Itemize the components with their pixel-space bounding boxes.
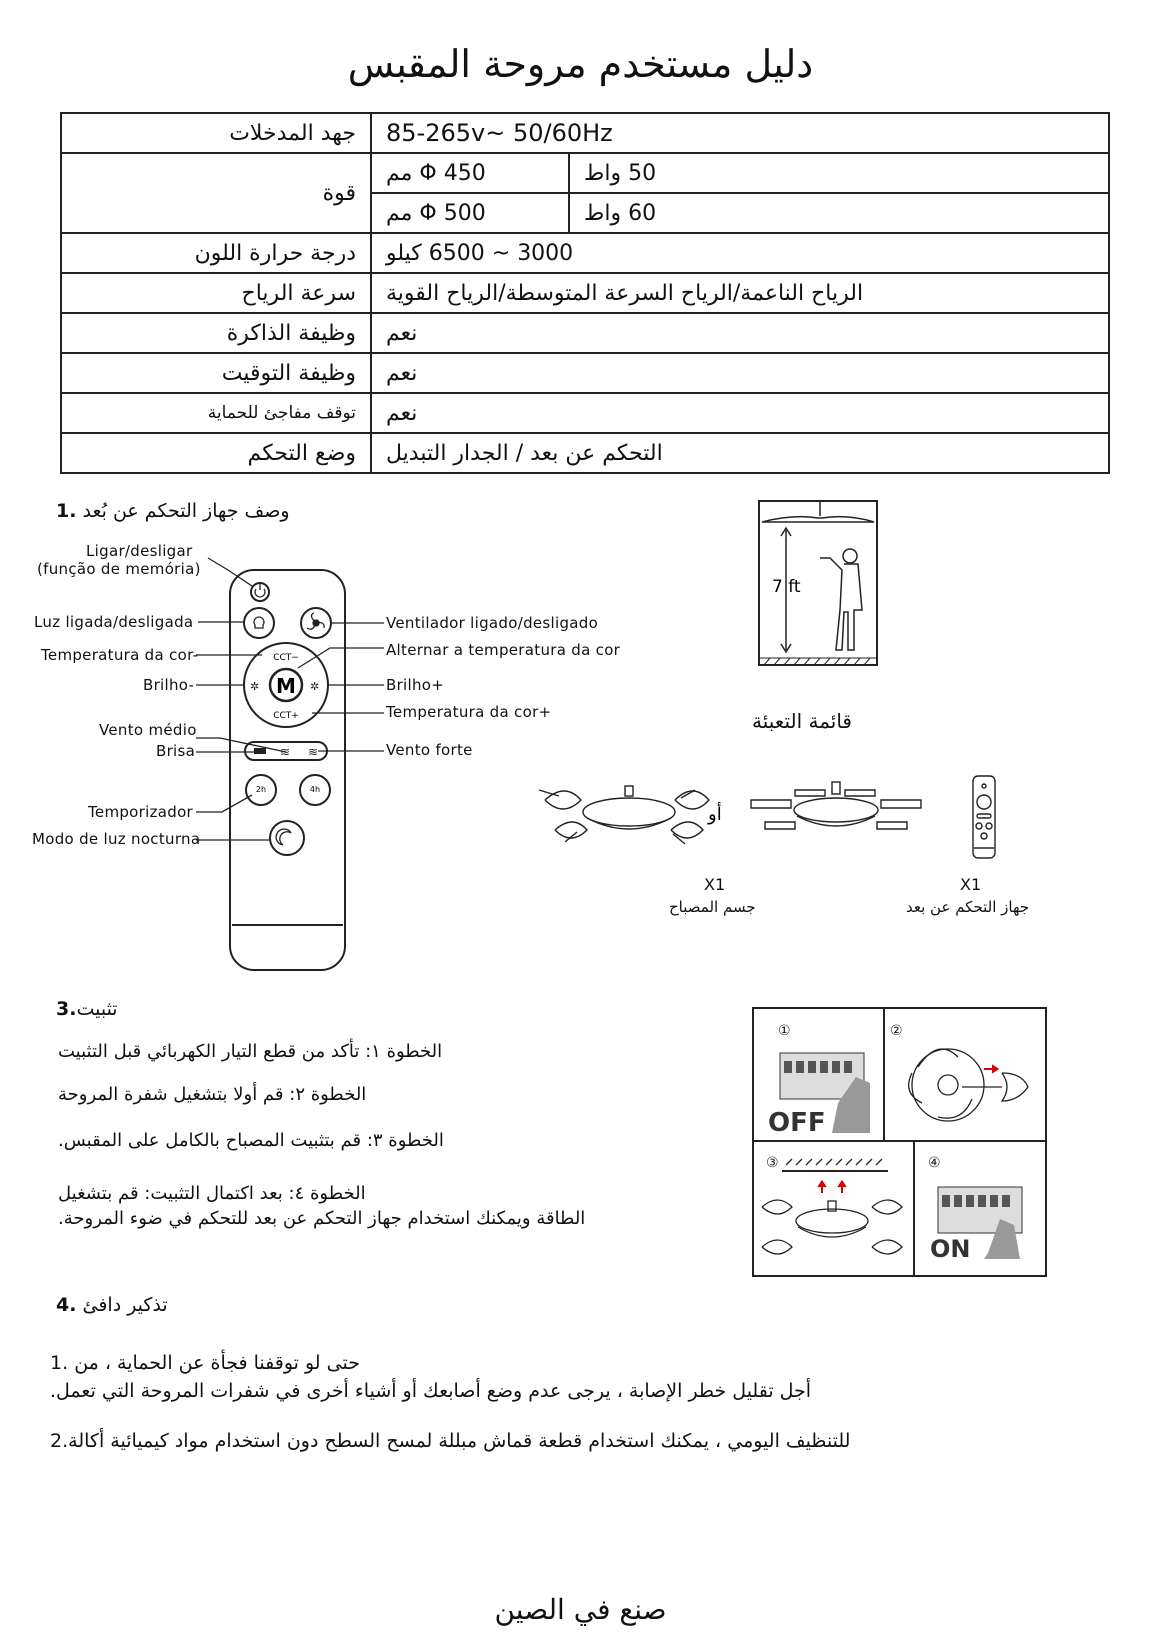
height-text: 7 ft	[772, 577, 801, 597]
memory-value: نعم	[371, 313, 1109, 353]
cct-toggle-label: Alternar a temperatura da cor	[386, 641, 621, 659]
breeze-icon	[254, 748, 266, 754]
fan-label: Ventilador ligado/desligado	[386, 614, 599, 632]
warning-1-number: 1.	[50, 1352, 69, 1374]
protection-value: نعم	[371, 393, 1109, 433]
table-row	[61, 233, 1109, 273]
light-button	[244, 608, 274, 638]
color-temp-label: درجة حرارة اللون	[61, 233, 371, 273]
color-temp-value: 3000 ~ 6500 كيلو	[371, 233, 1109, 273]
lamp-body-image-alt	[751, 782, 921, 829]
packing-list-title: قائمة التعبئة	[752, 709, 852, 733]
control-value: التحكم عن بعد / الجدار التبديل	[371, 433, 1109, 473]
cct-plus-label: Temperatura da cor+	[386, 703, 552, 721]
section-number: 3.	[56, 998, 77, 1020]
power-icon	[255, 584, 265, 597]
warning-2-number: 2.	[50, 1430, 69, 1452]
table-row	[61, 313, 1109, 353]
section-title: تذكير دافئ	[82, 1294, 168, 1316]
wind-speed-label: سرعة الرياح	[61, 273, 371, 313]
breaker-on-image	[930, 1187, 1022, 1263]
table-row	[61, 153, 1109, 193]
memory-label: وظيفة الذاكرة	[61, 313, 371, 353]
medium-wind-label: Vento médio	[99, 721, 197, 739]
power-label: قوة	[61, 153, 371, 233]
installation-height-illustration	[758, 500, 880, 668]
section-number: 4.	[56, 1294, 77, 1316]
medium-wind-icon: ≋	[280, 745, 291, 759]
section-3-heading	[56, 998, 118, 1020]
cct-minus-text: CCT−	[273, 653, 299, 663]
power-watt: 50 واط	[569, 153, 1109, 193]
timer-label: Temporizador	[88, 803, 194, 821]
spec-table	[60, 112, 1110, 474]
leader-line	[196, 795, 252, 812]
table-row	[61, 273, 1109, 313]
step-number: ②	[890, 1023, 903, 1039]
strong-wind-label: Vento forte	[386, 741, 473, 759]
or-text: أو	[708, 804, 722, 825]
power-size: Φ 500 مم	[371, 193, 569, 233]
input-voltage-label: جهد المدخلات	[61, 113, 371, 153]
step-number: ④	[928, 1155, 941, 1171]
bulb-icon	[254, 617, 264, 628]
night-mode-label: Modo de luz nocturna	[32, 830, 201, 848]
step-number: ③	[766, 1155, 779, 1171]
section-title: وصف جهاز التحكم عن بُعد	[82, 500, 290, 522]
warning-2	[50, 1430, 890, 1452]
section-title: تثبيت	[76, 998, 118, 1020]
lamp-label: جسم المصباح	[669, 898, 756, 916]
install-step-1: الخطوة ١: تأكد من قطع التيار الكهربائي قبل التثبيت	[58, 1041, 443, 1062]
lamp-quantity: X1	[704, 875, 726, 894]
blade-install-image	[909, 1049, 1028, 1121]
power-label-memory: (função de memória)	[37, 560, 201, 578]
made-in-label: صنع في الصين	[494, 1593, 667, 1626]
section-number: 1.	[56, 500, 77, 522]
page-title: دليل مستخدم مروحة المقبس	[347, 42, 814, 86]
off-text: OFF	[768, 1108, 826, 1138]
timer-label: وظيفة التوقيت	[61, 353, 371, 393]
timer-value: نعم	[371, 353, 1109, 393]
install-step-4-line2: الطاقة ويمكنك استخدام جهاز التحكم عن بعد للتحكم في ضوء المروحة.	[58, 1208, 586, 1229]
table-row	[61, 113, 1109, 153]
warning-1-line2: أجل تقليل خطر الإصابة ، يرجى عدم وضع أصابعك أو أشياء أخرى في شفرات المروحة التي تعمل.	[50, 1380, 812, 1402]
remote-quantity: X1	[960, 875, 982, 894]
packing-list-illustration	[535, 770, 1045, 870]
brightness-minus-icon: ✲	[250, 680, 260, 693]
section-1-heading	[56, 500, 290, 522]
warning-1-text: حتى لو توقفنا فجأة عن الحماية ، من	[74, 1352, 360, 1374]
table-row	[61, 353, 1109, 393]
install-step-3: الخطوة ٣: قم بتثبيت المصباح بالكامل على المقبس.	[58, 1130, 444, 1151]
section-4-heading	[56, 1294, 168, 1316]
power-label: Ligar/desligar	[86, 542, 193, 560]
install-step-4-line1: الخطوة ٤: بعد اكتمال التثبيت: قم بتشغيل	[58, 1183, 366, 1204]
cct-minus-label: Temperatura da cor-	[41, 646, 199, 664]
remote-image	[973, 776, 995, 858]
lamp-install-image	[762, 1159, 902, 1254]
brightness-plus-label: Brilho+	[386, 676, 445, 694]
protection-label: توقف مفاجئ للحماية	[61, 393, 371, 433]
timer-4h-text: 4h	[309, 785, 321, 794]
table-row	[61, 433, 1109, 473]
night-button	[270, 821, 304, 855]
cct-plus-text: CCT+	[273, 711, 299, 721]
remote-label: جهاز التحكم عن بعد	[906, 898, 1030, 916]
moon-icon	[276, 829, 291, 845]
warning-2-text: للتنظيف اليومي ، يمكنك استخدام قطعة قماش مبللة لمسح السطح دون استخدام مواد كيميائية أكالة	[68, 1430, 851, 1452]
on-text: ON	[930, 1235, 971, 1263]
brightness-minus-label: Brilho-	[143, 676, 195, 694]
install-step-2: الخطوة ٢: قم أولا بتشغيل شفرة المروحة	[58, 1084, 367, 1105]
control-label: وضع التحكم	[61, 433, 371, 473]
breeze-label: Brisa	[156, 742, 196, 760]
warning-1-line1	[50, 1352, 890, 1374]
remote-body	[230, 570, 345, 970]
leader-line	[196, 738, 286, 752]
strong-wind-icon: ≋	[308, 745, 319, 759]
brightness-plus-icon: ✲	[310, 680, 320, 693]
lamp-body-image	[539, 786, 709, 844]
breaker-off-image	[768, 1053, 870, 1138]
power-size: Φ 450 مم	[371, 153, 569, 193]
remote-diagram	[0, 520, 720, 990]
light-label: Luz ligada/desligada	[34, 613, 194, 631]
wind-speed-value: الرياح الناعمة/الرياح السرعة المتوسطة/الرياح القوية	[371, 273, 1109, 313]
installation-steps-panel	[752, 1007, 1048, 1279]
table-row	[61, 393, 1109, 433]
timer-2h-text: 2h	[255, 785, 267, 794]
input-voltage-value: 85-265v~ 50/60Hz	[371, 113, 1109, 153]
mode-text: M	[276, 674, 296, 698]
step-number: ①	[778, 1023, 791, 1039]
power-watt: 60 واط	[569, 193, 1109, 233]
